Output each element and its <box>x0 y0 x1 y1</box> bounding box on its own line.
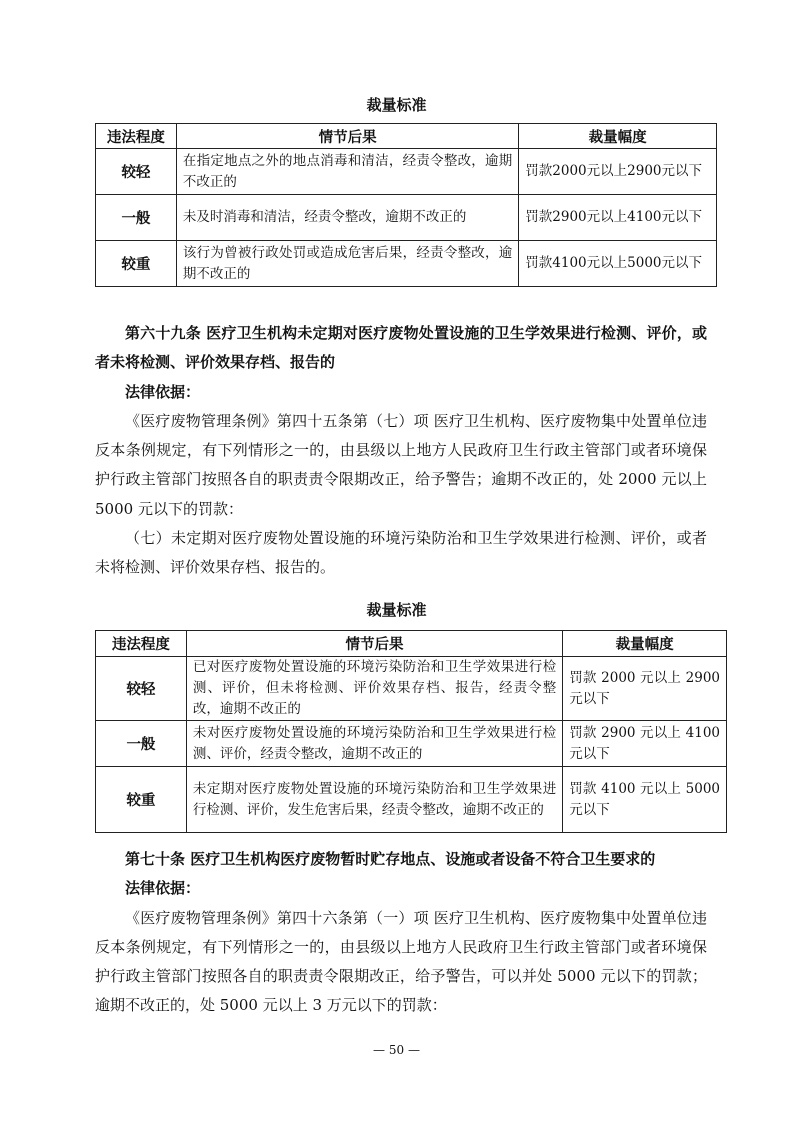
row-level: 一般 <box>96 195 177 241</box>
article69-basis-label: 法律依据： <box>125 382 201 401</box>
row-range: 罚款4100元以上5000元以下 <box>519 241 717 287</box>
row-range: 罚款 2900 元以上 4100 元以下 <box>563 721 727 767</box>
article69-title: 第六十九条 医疗卫生机构未定期对医疗废物处置设施的卫生学效果进行检测、评价，或者未将检测、评价效果存档、报告的 <box>95 324 707 372</box>
article70-basis-label: 法律依据： <box>125 879 201 898</box>
article69-item-text: （七）未定期对医疗废物处置设施的环境污染防治和卫生学效果进行检测、评价，或者未将检测、评价效果存档、报告的。 <box>95 529 707 577</box>
row-level: 较重 <box>96 767 187 833</box>
header-consequence: 情节后果 <box>186 631 562 657</box>
table1-caption: 裁量标准 <box>366 96 427 114</box>
table-row <box>96 241 717 287</box>
row-range: 罚款2000元以上2900元以下 <box>519 149 717 195</box>
row-consequence: 在指定地点之外的地点消毒和清洁，经责令整改，逾期不改正的 <box>176 149 518 195</box>
article69-section <box>95 319 707 583</box>
row-consequence: 未对医疗废物处置设施的环境污染防治和卫生学效果进行检测、评价，经责令整改，逾期不改正的 <box>186 721 562 767</box>
row-level: 较轻 <box>96 657 187 721</box>
header-level: 违法程度 <box>96 124 177 149</box>
table2-caption: 裁量标准 <box>366 601 427 619</box>
row-consequence: 该行为曾被行政处罚或造成危害后果，经责令整改，逾期不改正的 <box>176 241 518 287</box>
table1-header-row <box>96 124 717 149</box>
row-consequence: 未定期对医疗废物处置设施的环境污染防治和卫生学效果进行检测、评价，发生危害后果，经责令整改，逾期不改正的 <box>186 767 562 833</box>
row-level: 较重 <box>96 241 177 287</box>
table-row <box>96 149 717 195</box>
header-consequence: 情节后果 <box>176 124 518 149</box>
row-level: 较轻 <box>96 149 177 195</box>
header-range: 裁量幅度 <box>563 631 727 657</box>
article70-section <box>95 845 707 1021</box>
table2-header-row <box>96 631 727 657</box>
page-number: — 50 — <box>373 1043 420 1057</box>
table-row <box>96 721 727 767</box>
row-range: 罚款 4100 元以上 5000 元以下 <box>563 767 727 833</box>
row-range: 罚款 2000 元以上 2900 元以下 <box>563 657 727 721</box>
table-row <box>96 195 717 241</box>
header-level: 违法程度 <box>96 631 187 657</box>
row-consequence: 已对医疗废物处置设施的环境污染防治和卫生学效果进行检测、评价，但未将检测、评价效果存档、报告，经责令整改，逾期不改正的 <box>186 657 562 721</box>
article70-title: 第七十条 医疗卫生机构医疗废物暂时贮存地点、设施或者设备不符合卫生要求的 <box>125 850 656 868</box>
table-row <box>96 767 727 833</box>
article70-basis-text: 《医疗废物管理条例》第四十六条第（一）项 医疗卫生机构、医疗废物集中处置单位违反本条例规定，有下列情形之一的，由县级以上地方人民政府卫生行政主管部门或者环境保护行政主管部门按照各自的职责责令限期改正，给予警告，可以并处 5000 元以下的罚款；逾期不改正的，处 5000 元以上 3 万元以下的罚款： <box>95 908 707 1015</box>
row-level: 一般 <box>96 721 187 767</box>
table-row <box>96 657 727 721</box>
table2 <box>95 630 727 833</box>
article69-basis-text: 《医疗废物管理条例》第四十五条第（七）项 医疗卫生机构、医疗废物集中处置单位违反本条例规定，有下列情形之一的，由县级以上地方人民政府卫生行政主管部门或者环境保护行政主管部门按照各自的职责责令限期改正，给予警告；逾期不改正的，处 2000 元以上 5000 元以下的罚款： <box>95 411 707 518</box>
table1 <box>95 123 717 287</box>
row-range: 罚款2900元以上4100元以下 <box>519 195 717 241</box>
row-consequence: 未及时消毒和清洁，经责令整改，逾期不改正的 <box>176 195 518 241</box>
header-range: 裁量幅度 <box>519 124 717 149</box>
